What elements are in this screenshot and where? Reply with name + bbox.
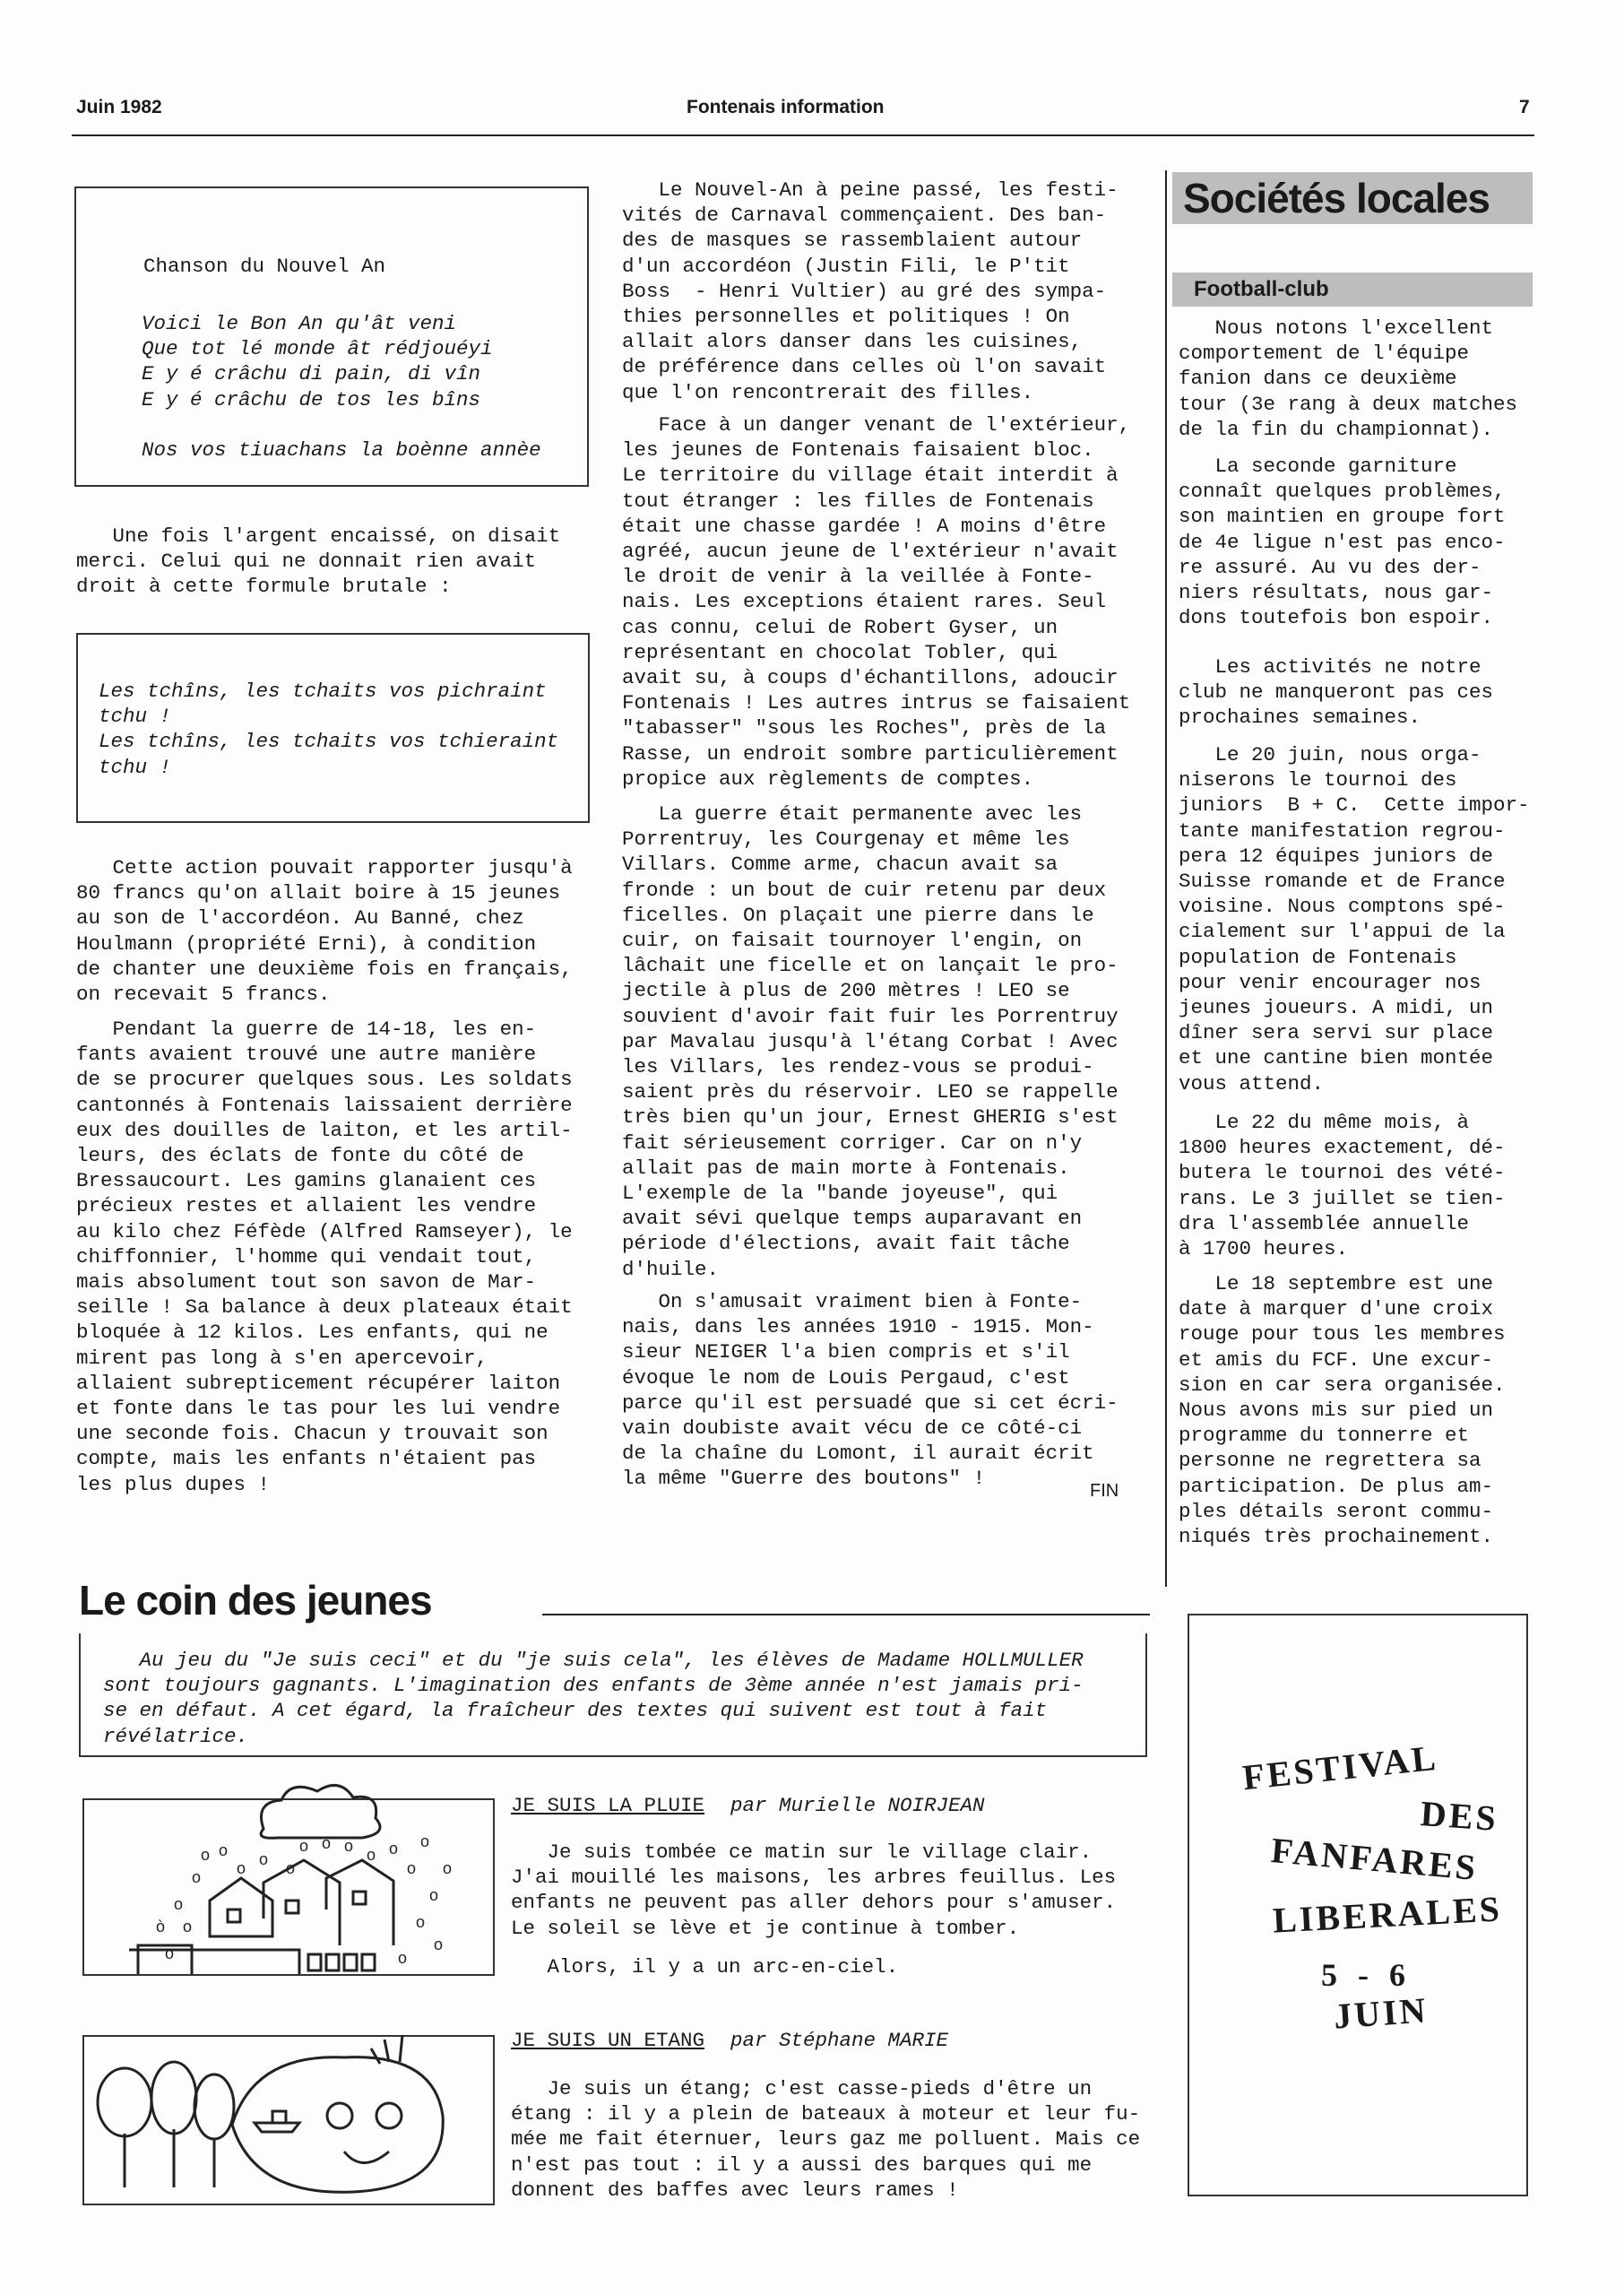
col1-paragraph: Une fois l'argent encaissé, on disait merci. Celui qui ne donnait rien avait droit à cette formule brutale : — [76, 524, 561, 599]
song-title: Chanson du Nouvel An — [143, 255, 386, 278]
svg-text:o: o — [259, 1850, 269, 1868]
col1-paragraph: Cette action pouvait rapporter jusqu'à 80 francs qu'on allait boire à 15 jeunes au son de l'accordéon. Au Banné, chez Houlmann (propriété Erni), à condition de chanter une deuxième fois en français, on recevait 5 francs. — [76, 856, 573, 1007]
svg-text:o: o — [192, 1868, 202, 1886]
poem1-title: JE SUIS LA PLUIE — [511, 1794, 705, 1817]
svg-text:o: o — [286, 1859, 296, 1877]
svg-text:o: o — [299, 1837, 309, 1855]
poem2-author: par Stéphane MARIE — [730, 2029, 949, 2052]
col3-paragraph: Les activités ne notre club ne manqueront pas ces prochaines semaines. — [1179, 655, 1494, 730]
svg-text:o: o — [416, 1913, 426, 1931]
col3-paragraph: Le 22 du même mois, à 1800 heures exactement, dé- butera le tournoi des vété- rans. Le 3 juillet se tien- dra l'assemblée annuelle à 1700 heures. — [1179, 1111, 1506, 1261]
svg-text:o: o — [344, 1837, 354, 1855]
svg-text:ò: ò — [156, 1918, 166, 1936]
svg-text:o: o — [420, 1832, 430, 1850]
jeunes-intro: Au jeu du "Je suis ceci" et du "je suis cela", les élèves de Madame HOLLMULLER sont toujours gagnants. L'imagination des enfants de 3ème année n'est jamais pri- se en défaut. A cet égard, la fraîcheur des textes qui suivent est tout à fait révélatrice. — [103, 1649, 1084, 1748]
festival-dates: 5 - 6 — [1321, 1957, 1408, 1993]
col2-paragraph: Face à un danger venant de l'extérieur, les jeunes de Fontenais faisaient bloc. Le territoire du village était interdit à tout étranger : les filles de Fontenais était une chasse gardée ! A moins d'être agréé, aucun jeune de l'extérieur n'avait le droit de venir à la veillée à Fonte- nais. Les exceptions étaient rares. Seul cas connu, celui de Robert Gyser, un représentant en chocolat Tobler, qui avait su, à coups d'échantillons, adoucir Fontenais ! Les autres intrus se faisaient "tabasser" "sous les Roches", près de la Rasse, un endroit sombre particulièrement propice aux règlements de comptes. — [622, 413, 1131, 791]
svg-text:o: o — [434, 1936, 444, 1953]
col2-paragraph: Le Nouvel-An à peine passé, les festi- vités de Carnaval commençaient. Des ban- des de masques se rassemblaient autour d'un accordéon (Justin Fili, le P'tit Boss - Henri Vultier) au gré des sympa- thies personnelles et politiques ! On allait alors danser dans les cuisines, de préférence dans celles où l'on savait que l'on rencontrerait des filles. — [622, 178, 1119, 404]
curse-text: Les tchîns, les tchaits vos pichraint tchu ! Les tchîns, les tchaits vos tchieraint tchu ! — [99, 680, 559, 779]
svg-text:o: o — [367, 1846, 376, 1864]
svg-text:o: o — [219, 1841, 229, 1859]
poem2-title: JE SUIS UN ETANG — [511, 2029, 705, 2052]
svg-text:o: o — [201, 1846, 211, 1864]
col3-paragraph: Le 18 septembre est une date à marquer d'une croix rouge pour tous les membres et amis du FCF. Une excur- sion en car sera organisée. Nous avons mis sur pied un programme du tonnerre et personne ne regrettera sa participation. De plus am- ples détails seront commu- niqués très prochainement. — [1179, 1272, 1506, 1549]
publication-title: Fontenais information — [687, 97, 885, 117]
cloud-icon — [261, 1785, 380, 1838]
col3-paragraph: La seconde garniture connaît quelques problèmes, son maintien en groupe fort de 4e ligue n'est pas enco- re assuré. Au vu des der- niers résultats, nous gar- dons toutefois bon espoir. — [1179, 455, 1506, 630]
poem1-text: Je suis tombée ce matin sur le village clair. J'ai mouillé les maisons, les arbres feuillus. Les enfants ne peuvent pas aller dehors pour s'amuser. Le soleil se lève et je continue à tomber. — [511, 1840, 1117, 1940]
svg-text:o: o — [389, 1840, 399, 1858]
tree-icon — [98, 2068, 151, 2136]
song-refrain: Nos vos tiuachans la boènne annèe — [142, 438, 541, 462]
pond-drawing — [84, 2017, 493, 2204]
rain-village-drawing — [84, 1775, 493, 1974]
poem1-author: par Murielle NOIRJEAN — [730, 1794, 985, 1817]
festival-word: FANFARES — [1269, 1830, 1480, 1888]
col3-paragraph: Nous notons l'excellent comportement de l'équipe fanion dans ce deuxième tour (3e rang à deux matches de la fin du championnat). — [1179, 316, 1518, 441]
poem2-text: Je suis un étang; c'est casse-pieds d'être un étang : il y a plein de bateaux à moteur et leur fu- mée me fait éternuer, leurs gaz me polluent. Mais ce n'est pas tout : il y a aussi des barques qui me donnent des baffes avec leurs rames ! — [511, 2077, 1141, 2202]
col3-paragraph: Le 20 juin, nous orga- niserons le tournoi des juniors B + C. Cette impor- tante manifestation regrou- pera 12 équipes juniors de Suisse romande et de France voisine. Nous comptons spé- cialement sur l'appui de la population de Fontenais pour venir encourager nos jeunes joueurs. A midi, un dîner sera servi sur place et une cantine bien montée vous attend. — [1179, 743, 1530, 1096]
svg-text:o: o — [322, 1834, 332, 1852]
col2-paragraph: La guerre était permanente avec les Porrentruy, les Courgenay et même les Villars. Comme arme, chacun avait sa fronde : un bout de cuir retenu par deux ficelles. On plaçait une pierre dans le cuir, on faisait tournoyer l'engin, on lâchait une ficelle et on lançait le pro- jectile à plus de 200 mètres ! LEO se souvient d'avoir fait fuir les Porrentruy par Mavalau jusqu'à l'étang Corbat ! Avec les Villars, les rendez-vous se produi- saient près du réservoir. LEO se rappelle très bien qu'un jour, Ernest GHERIG s'est fait sérieusement corriger. Car on n'y allait pas de main morte à Fontenais. L'exemple de la "bande joyeuse", qui avait sévi quelque temps auparavant en période d'élections, avait fait tâche d'huile. — [622, 802, 1119, 1281]
svg-text:o: o — [183, 1918, 193, 1936]
svg-text:o: o — [407, 1859, 417, 1877]
header-rule — [72, 134, 1534, 136]
column-rule — [1165, 170, 1167, 1587]
page-number: 7 — [1519, 97, 1530, 117]
raindrops — [156, 1832, 452, 1967]
jeunes-title: Le coin des jeunes — [79, 1577, 432, 1624]
boat-icon — [255, 2123, 299, 2132]
poem1-closing: Alors, il y a un arc-en-ciel. — [511, 1955, 899, 1979]
col2-paragraph: On s'amusait vraiment bien à Fonte- nais, dans les années 1910 - 1915. Mon- sieur NEIGER l'a bien compris et s'il évoque le nom de Louis Pergaud, c'est parce qu'il est persuadé que si cet écri- vain doubiste avait vécu de ce côté-ci de la chaîne du Lomont, il aurait écrit la même "Guerre des boutons" ! — [622, 1290, 1119, 1491]
pond-face — [232, 2057, 443, 2193]
festival-word: DES — [1419, 1793, 1500, 1839]
festival-word: LIBERALES — [1271, 1888, 1503, 1941]
song-verse: Voici le Bon An qu'ât veni Que tot lé monde ât rédjouéyi E y é crâchu di pain, di vîn E y é crâchu de tos les bîns — [142, 312, 493, 411]
issue-date: Juin 1982 — [76, 97, 162, 117]
subsection-title: Football-club — [1172, 273, 1533, 307]
svg-text:o: o — [398, 1949, 408, 1967]
svg-text:o: o — [429, 1886, 439, 1904]
svg-text:o: o — [165, 1944, 175, 1962]
end-mark: FIN — [1090, 1481, 1119, 1501]
festival-month: JUIN — [1332, 1989, 1430, 2037]
svg-text:o: o — [174, 1895, 184, 1913]
festival-word: FESTIVAL — [1240, 1736, 1440, 1798]
col1-paragraph: Pendant la guerre de 14-18, les en- fants avaient trouvé une autre manière de se procurer quelques sous. Les soldats cantonnés à Fontenais laissaient derrière eux des douilles de laiton, et les artil- leurs, des éclats de fonte du côté de Bressaucourt. Les gamins glanaient ces précieux restes et allaient les vendre au kilo chez Féfède (Alfred Ramseyer), le chiffonnier, l'homme qui vendait tout, mais absolument tout son savon de Mar- seille ! Sa balance à deux plateaux était bloquée à 12 kilos. Les enfants, qui ne mirent pas long à s'en apercevoir, allaient subrepticement récupérer laiton et fonte dans le tas pour les lui vendre une seconde fois. Chacun y trouvait son compte, mais les enfants n'étaient pas les plus dupes ! — [76, 1018, 573, 1496]
jeunes-title-rule — [542, 1614, 1150, 1615]
svg-text:o: o — [237, 1859, 246, 1877]
svg-text:o: o — [443, 1859, 453, 1877]
section-title: Sociétés locales — [1172, 172, 1533, 224]
